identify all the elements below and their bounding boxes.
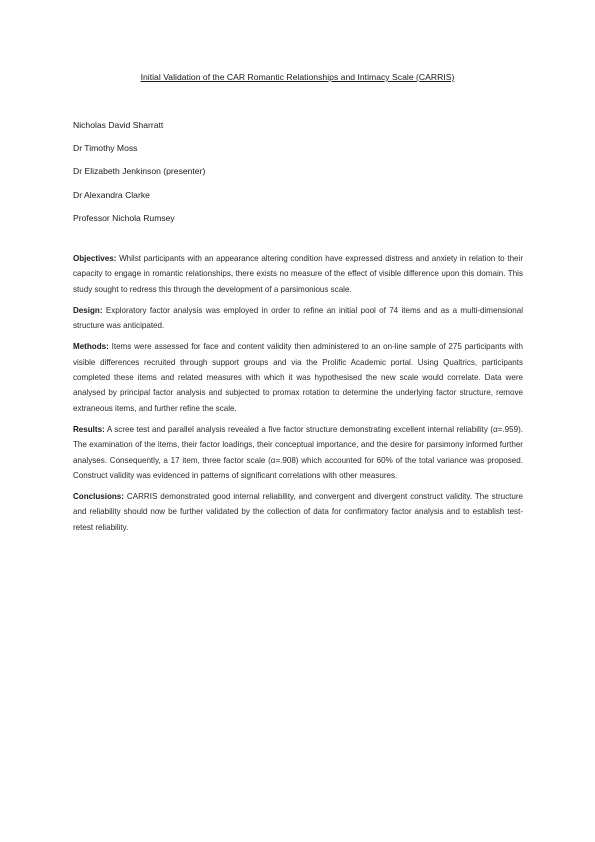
results-label: Results: — [73, 424, 105, 434]
author-name: Professor Nichola Rumsey — [73, 212, 175, 223]
design-section — [73, 303, 523, 334]
conclusions-text: CARRIS demonstrated good internal reliability, and convergent and divergent construct validity. The structure and reliability should now be further validated by the collection of data for confirmatory factor analysis and to establish test-retest reliability. — [73, 492, 523, 532]
conclusions-section — [73, 489, 523, 535]
author-name: Dr Elizabeth Jenkinson (presenter) — [73, 166, 206, 177]
document-title: Initial Validation of the CAR Romantic Relationships and Intimacy Scale (CARRIS) — [140, 72, 455, 82]
results-section — [73, 422, 523, 483]
methods-text: Items were assessed for face and content validity then administered to an on-line sample of 275 participants with visible differences recruited through support groups and via the Prolific Academic portal. Using Qualtrics, participants completed these items and related measures with which it was hypothesised the new scale would correlate. Data were analysed by principal factor analysis and subjected to promax rotation to determine the underlying factor structure, remove extraneous items, and further refine the scale. — [73, 342, 523, 413]
methods-section — [73, 339, 523, 415]
author-name: Nicholas David Sharratt — [73, 120, 164, 130]
design-label: Design: — [73, 305, 103, 315]
methods-label: Methods: — [73, 342, 109, 352]
abstract-body — [73, 251, 523, 541]
objectives-text: Whilst participants with an appearance altering condition have expressed distress and anxiety in relation to their capacity to engage in romantic relationships, there exists no measure of the effect of visible difference upon this domain. This study sought to redress this through the development of a parsimonious scale. — [73, 254, 523, 294]
author-name: Dr Timothy Moss — [73, 143, 138, 154]
results-text: A scree test and parallel analysis revealed a five factor structure demonstrating excellent internal reliability (α=.959). The examination of the items, their factor loadings, their conceptual importance, and the desire for parsimony informed further analyses. Consequently, a 17 item, three factor scale (α=.908) which accounted for 60% of the total variance was proposed. Construct validity was evidenced in patterns of significant correlations with other measures. — [73, 424, 523, 480]
conclusions-label: Conclusions: — [73, 492, 124, 502]
objectives-section — [73, 251, 523, 297]
design-text: Exploratory factor analysis was employed in order to refine an initial pool of 74 items and as a multi-dimensional structure was anticipated. — [73, 305, 523, 331]
objectives-label: Objectives: — [73, 254, 117, 263]
author-list — [73, 120, 205, 236]
author-name: Dr Alexandra Clarke — [73, 189, 150, 200]
